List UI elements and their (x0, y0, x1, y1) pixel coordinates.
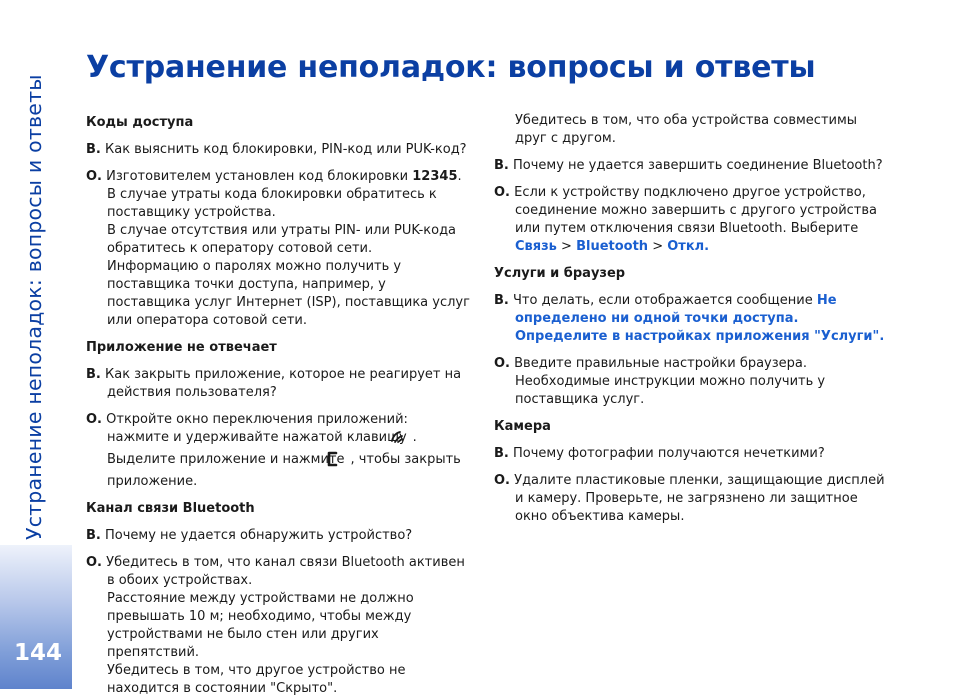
answer-bluetooth-line3: Убедитесь в том, что другое устройство не находится в состоянии "Скрыто". (107, 663, 406, 696)
question-text: Почему фотографии получаются нечеткими? (513, 446, 825, 461)
answer-text-cont: . В случае утраты кода блокировки обратитесь к поставщику устройства. (107, 169, 462, 220)
side-chapter-title: Устранение неполадок: вопросы и ответы (22, 74, 46, 540)
section-heading-bluetooth: Канал связи Bluetooth (86, 501, 255, 516)
section-heading-app-not-responding: Приложение не отвечает (86, 340, 277, 355)
question-text: Почему не удается обнаружить устройство? (105, 528, 413, 543)
question-label: В. (86, 142, 101, 157)
menu-path-bluetooth: Bluetooth (576, 239, 649, 254)
menu-path-separator: > (561, 239, 572, 254)
question-label: В. (86, 367, 101, 382)
menu-path-separator: > (652, 239, 664, 254)
error-message: Не определено ни одной точки доступа. Определите в настройках приложения "Услуги". (515, 293, 885, 344)
question-text: Что делать, если отображается сообщение (513, 293, 813, 308)
question-services-browser (494, 292, 892, 346)
answer-label: О. (494, 185, 510, 200)
answer-text: Удалите пластиковые пленки, защищающие дисплей и камеру. Проверьте, не загрязнено ли защитное окно объектива камеры. (514, 473, 885, 524)
left-column (86, 114, 472, 698)
answer-text-end: , чтобы закрыть приложение. (107, 452, 461, 489)
answer-bluetooth-line2: Расстояние между устройствами не должно превышать 10 м; необходимо, чтобы между устройствами не было стен или других препятствий. (107, 591, 414, 660)
answer-label: О. (494, 473, 510, 488)
right-column (494, 114, 892, 535)
answer-app-not-responding (86, 411, 472, 491)
question-camera (494, 445, 892, 463)
answer-text: Изготовителем установлен код блокировки (106, 169, 413, 184)
answer-camera (494, 472, 892, 526)
question-label: В. (86, 528, 101, 543)
question-text: Как выяснить код блокировки, PIN-код или PUK-код? (105, 142, 467, 157)
answer-label: О. (86, 555, 102, 570)
question-label: В. (494, 446, 509, 461)
answer-bluetooth-line4: Убедитесь в том, что оба устройства совместимы друг с другом. (515, 113, 858, 146)
section-heading-access-codes: Коды доступа (86, 115, 194, 130)
answer-text: Введите правильные настройки браузера. Необходимые инструкции можно получить у поставщика услуг. (514, 356, 826, 407)
page-number: 144 (14, 640, 63, 666)
answer-access-codes (86, 168, 472, 222)
answer-text: Откройте окно переключения приложений: нажмите и удерживайте нажатой клавишу (106, 412, 408, 445)
question-label: В. (494, 158, 509, 173)
answer-access-codes-line2: В случае отсутствия или утраты PIN- или PUK-кода обратитесь к оператору сотовой сети. (107, 223, 457, 256)
question-access-codes (86, 141, 472, 159)
answer-text: Если к устройству подключено другое устройство, соединение можно завершить с другого устройства или путем отключения связи Bluetooth. Выберите (514, 185, 878, 236)
question-bluetooth-disconnect (494, 157, 892, 175)
question-app-not-responding (86, 366, 472, 402)
page-title: Устранение неполадок: вопросы и ответы (86, 50, 816, 85)
answer-label: О. (494, 356, 510, 371)
answer-text-cont: . Выделите приложение и нажмите (107, 430, 417, 467)
menu-path-off: Откл. (667, 239, 710, 254)
answer-access-codes-line3: Информацию о паролях можно получить у поставщика точки доступа, например, у поставщика услуг Интернет (ISP), поставщика услуг или оператора сотовой сети. (107, 259, 470, 328)
section-heading-services-browser: Услуги и браузер (494, 266, 626, 281)
default-lock-code: 12345 (412, 169, 458, 184)
question-text: Почему не удается завершить соединение Bluetooth? (513, 158, 883, 173)
question-bluetooth-discover (86, 527, 472, 545)
page-number-tab (0, 545, 72, 689)
answer-bluetooth-discover (86, 554, 472, 590)
answer-label: О. (86, 169, 102, 184)
answer-label: О. (86, 412, 102, 427)
answer-text: Убедитесь в том, что канал связи Bluetooth активен в обоих устройствах. (106, 555, 465, 588)
question-text: Как закрыть приложение, которое не реагирует на действия пользователя? (105, 367, 462, 400)
section-heading-camera: Камера (494, 419, 551, 434)
answer-bluetooth-disconnect (494, 184, 892, 256)
answer-services-browser (494, 355, 892, 409)
question-label: В. (494, 293, 509, 308)
menu-path-connectivity: Связь (515, 239, 557, 254)
